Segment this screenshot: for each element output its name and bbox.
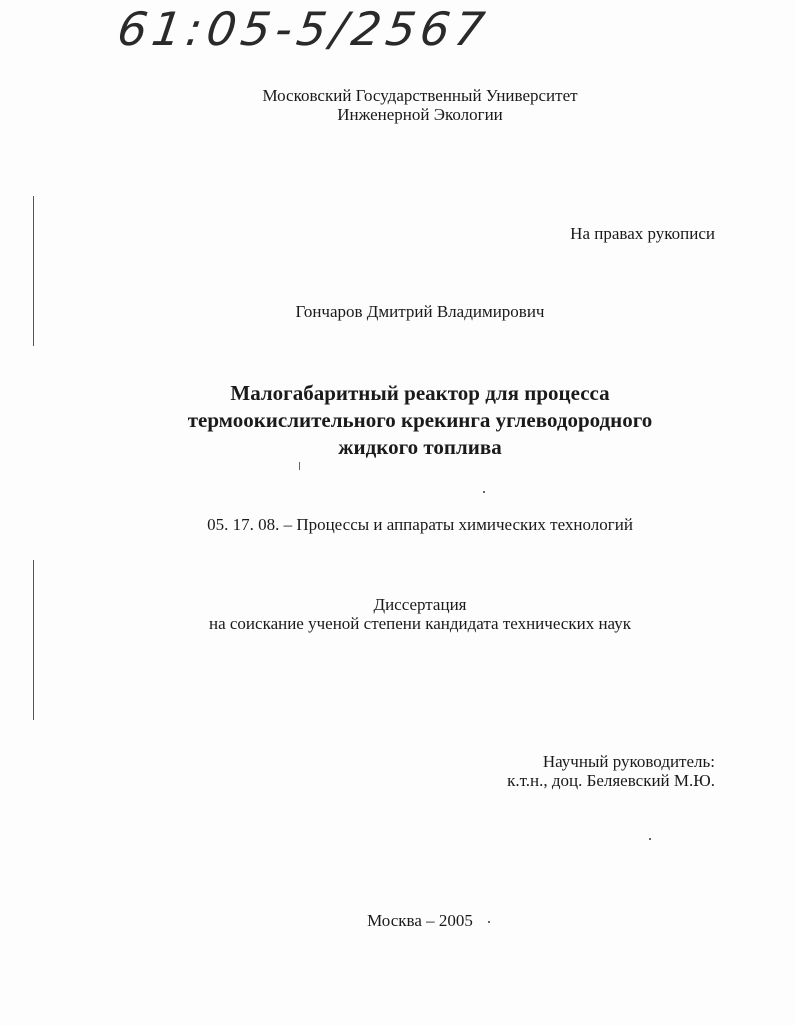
dissertation-title-line2: термоокислительного крекинга углеводородного <box>187 408 653 432</box>
university-name-line2: Инженерной Экологии <box>337 105 503 124</box>
scan-speck <box>649 838 651 840</box>
supervisor-label: Научный руководитель: <box>542 752 715 771</box>
archive-stamp: 61:05-5/2567 <box>114 2 493 56</box>
university-name-line1: Московский Государственный Университет <box>262 86 578 105</box>
scan-speck <box>299 462 300 470</box>
supervisor-name: к.т.н., доц. Беляевский М.Ю. <box>507 771 715 790</box>
dissertation-title-line1: Малогабаритный реактор для процесса <box>230 381 610 405</box>
rights-note: На правах рукописи <box>570 224 715 243</box>
scan-edge-line-top <box>33 196 34 346</box>
city-year: Москва – 2005 <box>367 911 473 930</box>
scan-edge-line-bottom <box>33 560 34 720</box>
document-type: Диссертация <box>373 595 467 614</box>
dissertation-title-line3: жидкого топлива <box>338 435 502 459</box>
degree-description: на соискание ученой степени кандидата технических наук <box>208 614 631 633</box>
scan-speck <box>483 491 485 493</box>
specialty-code: 05. 17. 08. – Процессы и аппараты химических технологий <box>207 515 633 534</box>
author-name: Гончаров Дмитрий Владимирович <box>295 302 545 321</box>
